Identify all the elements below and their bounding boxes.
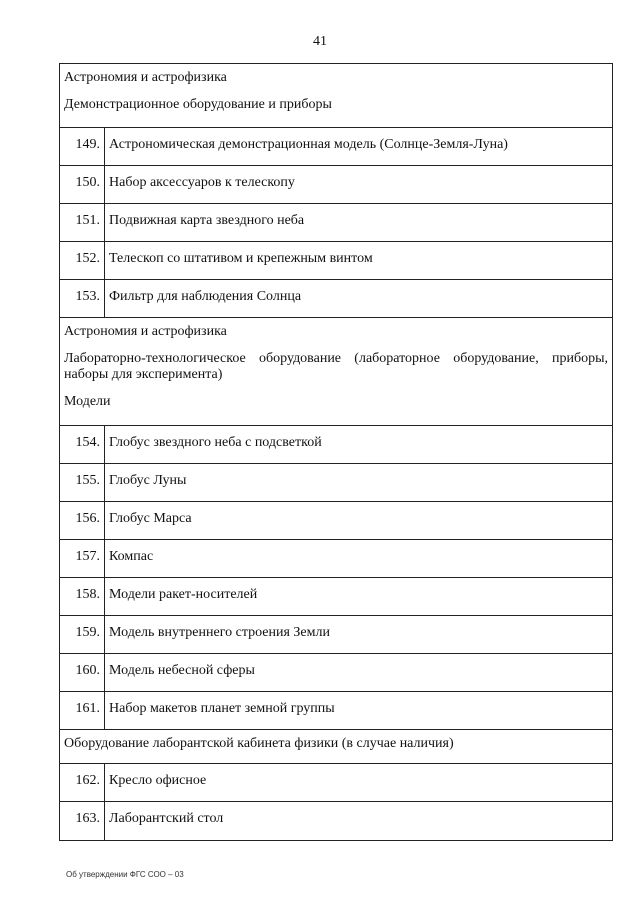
row-number: 152.	[60, 242, 105, 279]
row-number: 161.	[60, 692, 105, 729]
row-number: 157.	[60, 540, 105, 577]
section-subtitle: Лабораторно-технологическое оборудование (лабораторное оборудование, приборы, наборы для эксперимента)	[64, 351, 608, 382]
section-title: Астрономия и астрофизика	[64, 324, 227, 339]
section-title: Астрономия и астрофизика	[64, 70, 227, 85]
row-name: Модель внутреннего строения Земли	[109, 625, 330, 640]
row-name: Фильтр для наблюдения Солнца	[109, 289, 302, 304]
row-number: 150.	[60, 166, 105, 203]
row-number: 156.	[60, 502, 105, 539]
row-number: 149.	[60, 128, 105, 165]
section-title: Оборудование лаборантской кабинета физики (в случае наличия)	[64, 736, 454, 751]
row-name: Астрономическая демонстрационная модель (Солнце-Земля-Луна)	[109, 137, 508, 152]
row-number: 158.	[60, 578, 105, 615]
section-header	[60, 318, 612, 426]
row-name: Модель небесной сферы	[109, 663, 255, 678]
section-subtitle: Демонстрационное оборудование и приборы	[64, 97, 332, 112]
page-number: 41	[313, 34, 327, 49]
row-name: Модели ракет-носителей	[109, 587, 258, 602]
row-number: 159.	[60, 616, 105, 653]
row-name: Глобус Марса	[109, 511, 192, 526]
row-number: 153.	[60, 280, 105, 317]
section-subheading: Модели	[64, 394, 111, 409]
row-name: Глобус звездного неба с подсветкой	[109, 435, 322, 450]
table-row	[60, 280, 612, 318]
row-name: Телескоп со штативом и крепежным винтом	[109, 251, 373, 266]
row-name: Подвижная карта звездного неба	[109, 213, 305, 228]
row-number: 154.	[60, 426, 105, 463]
table-row	[60, 166, 612, 204]
row-number: 155.	[60, 464, 105, 501]
table-row	[60, 578, 612, 616]
row-number: 163.	[60, 802, 105, 840]
row-number: 151.	[60, 204, 105, 241]
row-name: Набор аксессуаров к телескопу	[109, 175, 295, 190]
equipment-table	[59, 63, 613, 841]
table-row	[60, 242, 612, 280]
table-row	[60, 692, 612, 730]
table-row	[60, 128, 612, 166]
table-row	[60, 654, 612, 692]
table-row	[60, 764, 612, 802]
row-name: Компас	[109, 549, 154, 564]
row-name: Глобус Луны	[109, 473, 187, 488]
row-name: Кресло офисное	[109, 773, 207, 788]
row-name: Лаборантский стол	[109, 811, 224, 826]
table-row	[60, 540, 612, 578]
table-row	[60, 464, 612, 502]
row-number: 162.	[60, 764, 105, 801]
row-number: 160.	[60, 654, 105, 691]
section-header	[60, 730, 612, 764]
table-row	[60, 616, 612, 654]
table-row	[60, 204, 612, 242]
table-row	[60, 802, 612, 840]
row-name: Набор макетов планет земной группы	[109, 701, 335, 716]
section-header	[60, 64, 612, 128]
table-row	[60, 426, 612, 464]
table-row	[60, 502, 612, 540]
footer-note: Об утверждении ФГС СОО – 03	[66, 870, 184, 879]
